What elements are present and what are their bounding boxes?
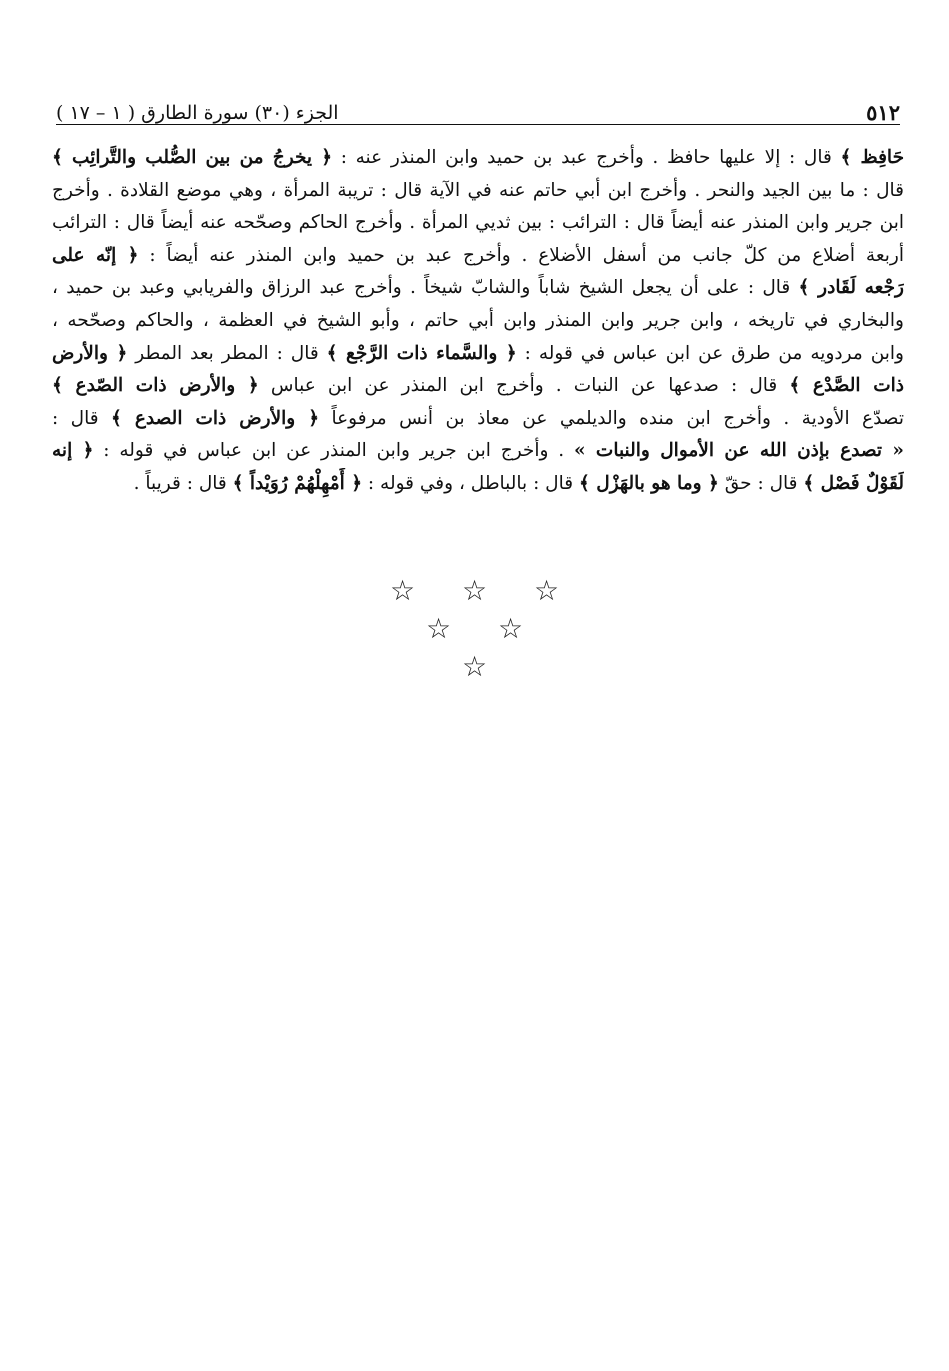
commentary-text: قال : إلا عليها حافظ . وأخرج عبد بن حميد وابن المنذر عنه : [332, 147, 841, 168]
quran-quote: ﴿ أَمْهِلْهُمْ رُوَيْداً ﴾ [232, 472, 363, 494]
commentary-text: قال : حقّ [718, 472, 804, 494]
quran-quote: ﴿ والأرض ذات الصدع ﴾ [111, 407, 320, 429]
star-icon: ☆ [533, 574, 560, 607]
section-divider-stars [0, 572, 949, 686]
quran-quote: ﴿ والأرض [52, 342, 128, 364]
commentary-text: قال : صدعها عن النبات . وأخرج ابن المنذر عن ابن عباس [258, 375, 790, 397]
star-icon: ☆ [389, 574, 416, 607]
running-title: الجزء (٣٠) سورة الطارق ( ١ – ١٧ ) [56, 102, 339, 124]
page-header [56, 92, 900, 124]
commentary-text: والبخاري في تاريخه ، وابن جرير وابن المنذر وابن أبي حاتم ، وأبو الشيخ في العظمة ، والحاكم وصحّحه ، [52, 309, 904, 331]
star-row [0, 610, 949, 648]
commentary-text: تصدّع الأودية . وأخرج ابن منده والديلمي عن معاذ بن أنس مرفوعاً [319, 407, 904, 429]
quran-quote: لَقَوْلٌ فَصْل ﴾ [803, 472, 904, 494]
star-row [0, 572, 949, 610]
quran-quote: ﴿ إنّه على [52, 244, 139, 266]
commentary-text: قال : ما بين الجيد والنحر . وأخرج ابن أبي حاتم عنه في الآية قال : تريبة المرأة ، وهي موضع القلادة . وأخرج [52, 179, 904, 201]
star-icon: ☆ [497, 612, 524, 645]
star-row [0, 648, 949, 686]
quran-quote: « تصدع بإذن الله عن الأموال والنبات » [573, 440, 904, 462]
quran-quote: ﴿ وما هو بالهَزْل ﴾ [578, 472, 719, 494]
quran-quote: رَجْعه لَقَادر ﴾ [798, 277, 904, 299]
body-text [52, 142, 904, 501]
text-line [52, 435, 904, 468]
text-line [52, 403, 904, 436]
quran-quote: ﴿ والأرض ذات الصّدع ﴾ [52, 375, 259, 397]
commentary-text: قال : بالباطل ، وفي قوله : [362, 472, 579, 494]
commentary-text: قال : المطر بعد المطر [127, 342, 327, 364]
quran-quote: ﴿ إنه [52, 440, 94, 462]
header-rule [56, 124, 900, 125]
commentary-text: قال : على أن يجعل الشيخ شاباً والشابّ شيخاً . وأخرج عبد الرزاق والفريابي وعبد بن حميد ، [52, 277, 799, 299]
quran-quote: ذات الصَّدْع ﴾ [789, 375, 904, 397]
quran-quote: حَافِظ ﴾ [840, 147, 904, 168]
star-icon: ☆ [461, 574, 488, 607]
text-line [52, 142, 904, 175]
text-line [52, 468, 904, 501]
text-line [52, 207, 904, 240]
page-number: ٥١٢ [866, 100, 900, 125]
quran-quote: ﴿ والسَّماء ذات الرَّجْع ﴾ [326, 342, 517, 364]
commentary-text: قال : [52, 407, 112, 429]
commentary-text: . وأخرج ابن جرير وابن المنذر عن ابن عباس في قوله : [93, 440, 574, 462]
commentary-text: أربعة أضلاع من كلّ جانب من أسفل الأضلاع . وأخرج عبد بن حميد وابن المنذر عنه أيضاً : [138, 244, 904, 266]
star-icon: ☆ [425, 612, 452, 645]
commentary-text: وابن مردويه من طرق عن ابن عباس في قوله : [516, 342, 904, 364]
text-line [52, 175, 904, 208]
commentary-text: قال : قريباً . [133, 472, 233, 494]
text-line [52, 240, 904, 273]
text-line [52, 370, 904, 403]
text-line [52, 305, 904, 338]
text-line [52, 272, 904, 305]
commentary-text: ابن جرير وابن المنذر عنه أيضاً قال : الترائب : بين ثديي المرأة . وأخرج الحاكم وصحّحه عنه أيضاً قال : الترائب [52, 212, 904, 234]
star-icon: ☆ [461, 650, 488, 683]
quran-quote: ﴿ يخرجُ من بين الصُّلب والتَّرائِب ﴾ [52, 147, 333, 168]
text-line [52, 338, 904, 371]
